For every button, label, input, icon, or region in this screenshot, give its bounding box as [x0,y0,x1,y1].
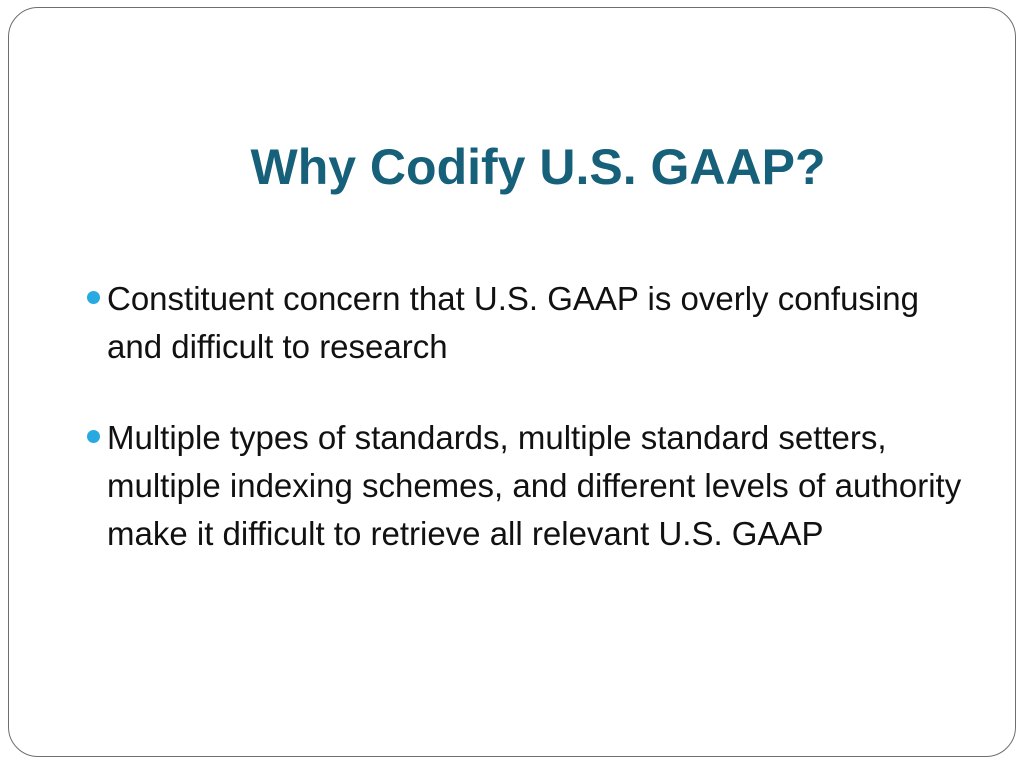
bullet-text: Multiple types of standards, multiple standard setters, multiple indexing schemes, and different levels of authority make it difficult to retrieve all relevant U.S. GAAP [107,419,962,552]
bullet-list [82,275,982,601]
bullet-dot-icon [87,430,100,443]
bullet-text: Constituent concern that U.S. GAAP is overly confusing and difficult to research [107,280,919,365]
slide-title: Why Codify U.S. GAAP? [250,139,826,195]
bullet-item [82,275,982,371]
bullet-item [82,414,982,558]
bullet-dot-icon [87,291,100,304]
